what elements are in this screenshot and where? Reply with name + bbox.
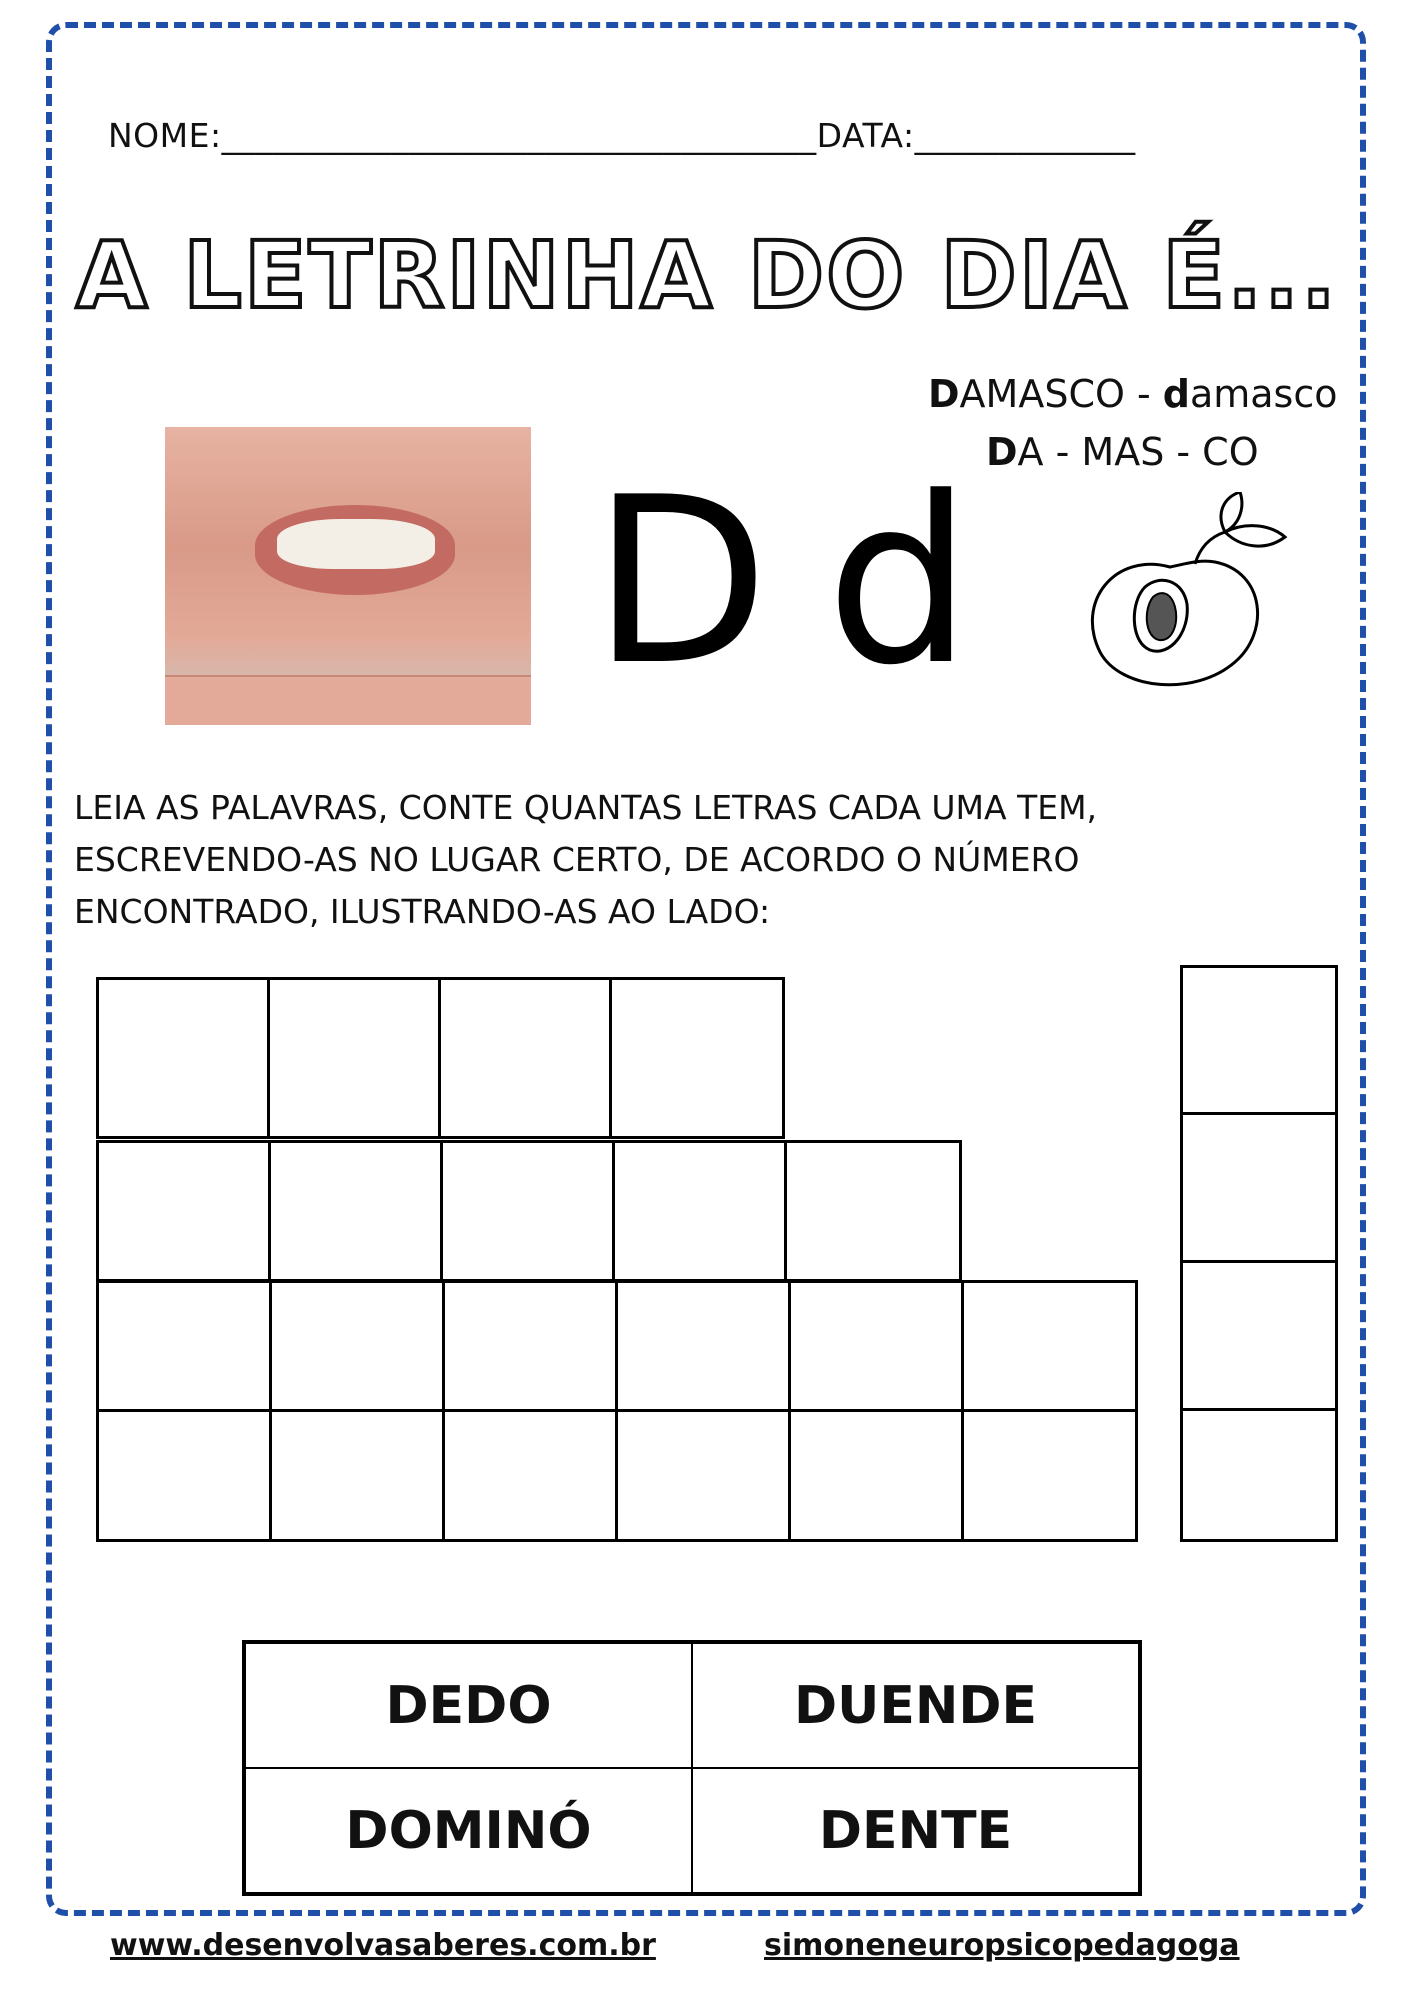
letter-box[interactable]: [961, 1280, 1138, 1412]
date-blank[interactable]: _____________: [914, 116, 1136, 155]
letter-box[interactable]: [961, 1409, 1138, 1542]
letter-box[interactable]: [267, 977, 441, 1139]
letter-box[interactable]: [442, 1280, 618, 1412]
picture-box[interactable]: [1180, 1112, 1338, 1263]
letter-box[interactable]: [615, 1409, 791, 1542]
word-cell: DUENDE: [692, 1643, 1139, 1768]
mouth-teeth-photo: [165, 427, 531, 725]
letter-box[interactable]: [438, 977, 612, 1139]
letter-box[interactable]: [788, 1280, 964, 1412]
letter-box[interactable]: [96, 1280, 272, 1412]
featured-lower-initial: d: [1162, 372, 1190, 416]
letter-box[interactable]: [609, 977, 785, 1139]
header-name-date: [108, 116, 1136, 155]
letter-box[interactable]: [784, 1140, 962, 1282]
featured-separator: -: [1124, 372, 1163, 416]
instruction-line: ESCREVENDO-AS NO LUGAR CERTO, DE ACORDO O NÚMERO: [74, 840, 1080, 879]
website-link[interactable]: www.desenvolvasaberes.com.br: [110, 1928, 656, 1963]
letter-box[interactable]: [442, 1409, 618, 1542]
apricot-drawing-icon: [1075, 492, 1295, 692]
letter-box[interactable]: [96, 1140, 271, 1282]
teeth-shape: [277, 519, 435, 569]
uppercase-letter: D: [592, 449, 770, 716]
featured-upper-initial: D: [928, 372, 960, 416]
featured-lower-rest: amasco: [1189, 372, 1338, 416]
date-label: DATA:: [816, 116, 915, 155]
featured-word-line: [928, 372, 1338, 416]
syllable-rest: A - MAS - CO: [1017, 430, 1259, 474]
syllable-initial: D: [986, 430, 1018, 474]
instructions-text: [74, 782, 1314, 938]
word-cell: DOMINÓ: [245, 1768, 692, 1893]
featured-upper-rest: AMASCO: [959, 372, 1125, 416]
name-blank[interactable]: ___________________________________: [221, 116, 817, 155]
featured-syllables-line: [986, 430, 1259, 474]
letter-box[interactable]: [612, 1140, 787, 1282]
letter-box[interactable]: [268, 1140, 443, 1282]
lowercase-letter: d: [826, 449, 972, 716]
instruction-line: ENCONTRADO, ILUSTRANDO-AS AO LADO:: [74, 892, 771, 931]
letter-box[interactable]: [269, 1280, 445, 1412]
word-cell: DEDO: [245, 1643, 692, 1768]
letter-box[interactable]: [96, 1409, 272, 1542]
picture-box[interactable]: [1180, 1260, 1338, 1411]
letter-box[interactable]: [269, 1409, 445, 1542]
instruction-line: LEIA AS PALAVRAS, CONTE QUANTAS LETRAS CADA UMA TEM,: [74, 788, 1098, 827]
letter-box[interactable]: [96, 977, 270, 1139]
picture-box[interactable]: [1180, 965, 1338, 1115]
picture-box[interactable]: [1180, 1408, 1338, 1542]
name-label: NOME:: [108, 116, 222, 155]
word-bank-table: [242, 1640, 1142, 1896]
page-title: A LETRINHA DO DIA É...: [76, 222, 1338, 329]
letter-box[interactable]: [440, 1140, 615, 1282]
word-cell: DENTE: [692, 1768, 1139, 1893]
letter-box[interactable]: [788, 1409, 964, 1542]
letter-box[interactable]: [615, 1280, 791, 1412]
social-handle-link[interactable]: simoneneuropsicopedagoga: [764, 1928, 1240, 1963]
hand-shape: [165, 675, 531, 725]
